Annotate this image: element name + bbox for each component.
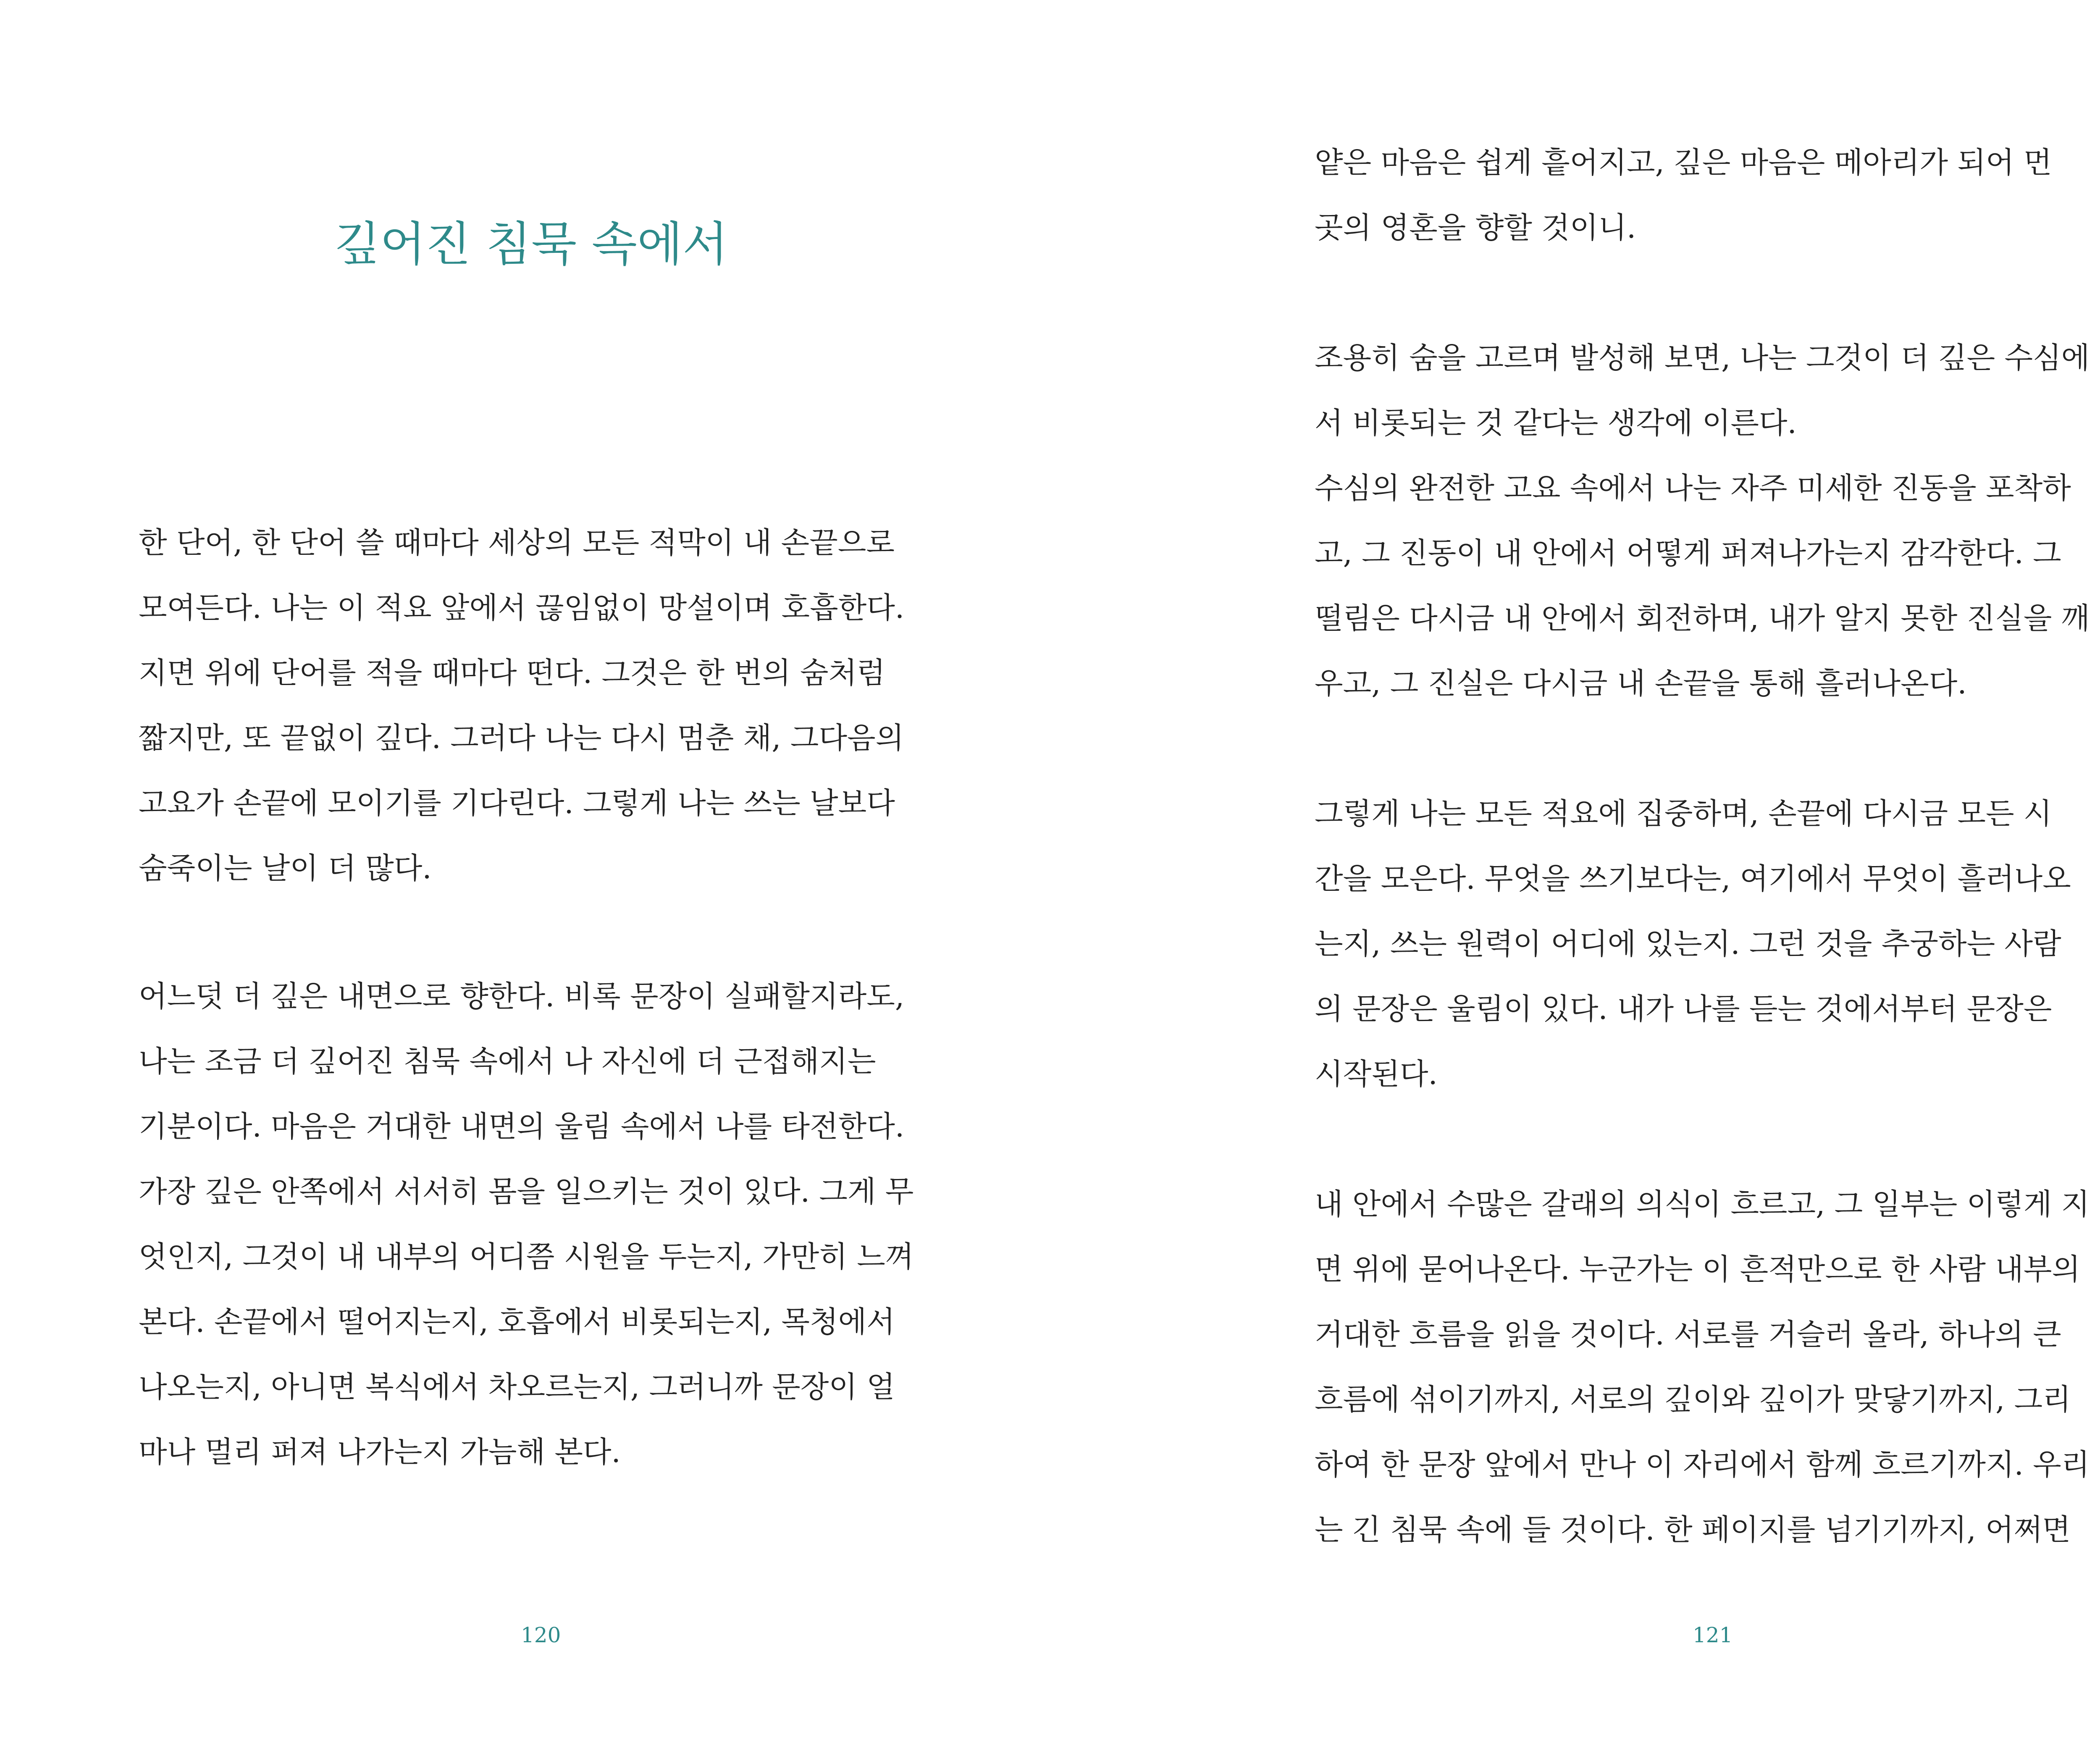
text-line: 간을 모은다. 무엇을 쓰기보다는, 여기에서 무엇이 흘러나오 xyxy=(1315,861,2071,896)
right-paragraph-1 xyxy=(1315,130,2100,260)
text-line: 떨림은 다시금 내 안에서 회전하며, 내가 알지 못한 진실을 깨 xyxy=(1315,601,2090,635)
text-line: 한 단어, 한 단어 쓸 때마다 세상의 모든 적막이 내 손끝으로 xyxy=(139,525,895,560)
text-line: 짧지만, 또 끝없이 깊다. 그러다 나는 다시 멈춘 채, 그다음의 xyxy=(139,721,904,755)
right-paragraph-2 xyxy=(1315,326,2100,716)
text-line: 어느덧 더 깊은 내면으로 향한다. 비록 문장이 실패할지라도, xyxy=(139,979,905,1013)
text-line: 기분이다. 마음은 거대한 내면의 울림 속에서 나를 타전한다. xyxy=(139,1109,905,1144)
chapter-title: 깊어진 침묵 속에서 xyxy=(334,217,728,272)
text-line: 얕은 마음은 쉽게 흩어지고, 깊은 마음은 메아리가 되어 먼 xyxy=(1315,145,2052,180)
page-number: 120 xyxy=(521,1623,561,1647)
right-paragraph-3 xyxy=(1315,781,2100,1107)
text-line: 면 위에 묻어나온다. 누군가는 이 흔적만으로 한 사람 내부의 xyxy=(1315,1252,2081,1287)
text-line: 흐름에 섞이기까지, 서로의 깊이와 깊이가 맞닿기까지, 그리 xyxy=(1315,1382,2071,1417)
text-line: 우고, 그 진실은 다시금 내 손끝을 통해 흘러나온다. xyxy=(1315,666,1967,701)
text-line: 나는 조금 더 깊어진 침묵 속에서 나 자신에 더 근접해지는 xyxy=(139,1044,876,1079)
right-paragraph-4 xyxy=(1315,1172,2100,1562)
text-line: 는지, 쓰는 원력이 어디에 있는지. 그런 것을 추궁하는 사람 xyxy=(1315,927,2061,961)
text-line: 내 안에서 수많은 갈래의 의식이 흐르고, 그 일부는 이렇게 지 xyxy=(1315,1187,2090,1221)
text-line: 마나 멀리 퍼져 나가는지 가늠해 본다. xyxy=(139,1435,621,1469)
text-line: 숨죽이는 날이 더 많다. xyxy=(139,851,432,885)
text-line: 수심의 완전한 고요 속에서 나는 자주 미세한 진동을 포착하 xyxy=(1315,471,2071,505)
text-line: 곳의 영혼을 향할 것이니. xyxy=(1315,210,1636,245)
text-line: 그렇게 나는 모든 적요에 집중하며, 손끝에 다시금 모든 시 xyxy=(1315,796,2052,831)
text-line: 엇인지, 그것이 내 내부의 어디쯤 시원을 두는지, 가만히 느껴 xyxy=(139,1239,914,1274)
text-line: 하여 한 문장 앞에서 만나 이 자리에서 함께 흐르기까지. 우리 xyxy=(1315,1447,2090,1482)
page-number: 121 xyxy=(1693,1623,1733,1647)
text-line: 는 긴 침묵 속에 들 것이다. 한 페이지를 넘기기까지, 어쩌면 xyxy=(1315,1512,2071,1547)
text-line: 가장 깊은 안쪽에서 서서히 몸을 일으키는 것이 있다. 그게 무 xyxy=(139,1174,914,1209)
text-line: 의 문장은 울림이 있다. 내가 나를 듣는 것에서부터 문장은 xyxy=(1315,992,2052,1026)
text-line: 고요가 손끝에 모이기를 기다린다. 그렇게 나는 쓰는 날보다 xyxy=(139,786,895,820)
text-line: 모여든다. 나는 이 적요 앞에서 끊임없이 망설이며 호흡한다. xyxy=(139,591,905,625)
left-paragraph-1 xyxy=(139,510,937,901)
right-page xyxy=(1111,0,2100,1746)
text-line: 서 비롯되는 것 같다는 생각에 이른다. xyxy=(1315,406,1797,440)
text-line: 지면 위에 단어를 적을 때마다 떤다. 그것은 한 번의 숨처럼 xyxy=(139,656,885,690)
text-line: 시작된다. xyxy=(1315,1057,1438,1091)
left-paragraph-2 xyxy=(139,964,937,1485)
text-line: 조용히 숨을 고르며 발성해 보면, 나는 그것이 더 깊은 수심에 xyxy=(1315,341,2090,375)
text-line: 고, 그 진동이 내 안에서 어떻게 퍼져나가는지 감각한다. 그 xyxy=(1315,536,2061,570)
text-line: 거대한 흐름을 읽을 것이다. 서로를 거슬러 올라, 하나의 큰 xyxy=(1315,1317,2061,1352)
text-line: 나오는지, 아니면 복식에서 차오르는지, 그러니까 문장이 얼 xyxy=(139,1370,895,1404)
text-line: 본다. 손끝에서 떨어지는지, 호흡에서 비롯되는지, 목청에서 xyxy=(139,1305,895,1339)
